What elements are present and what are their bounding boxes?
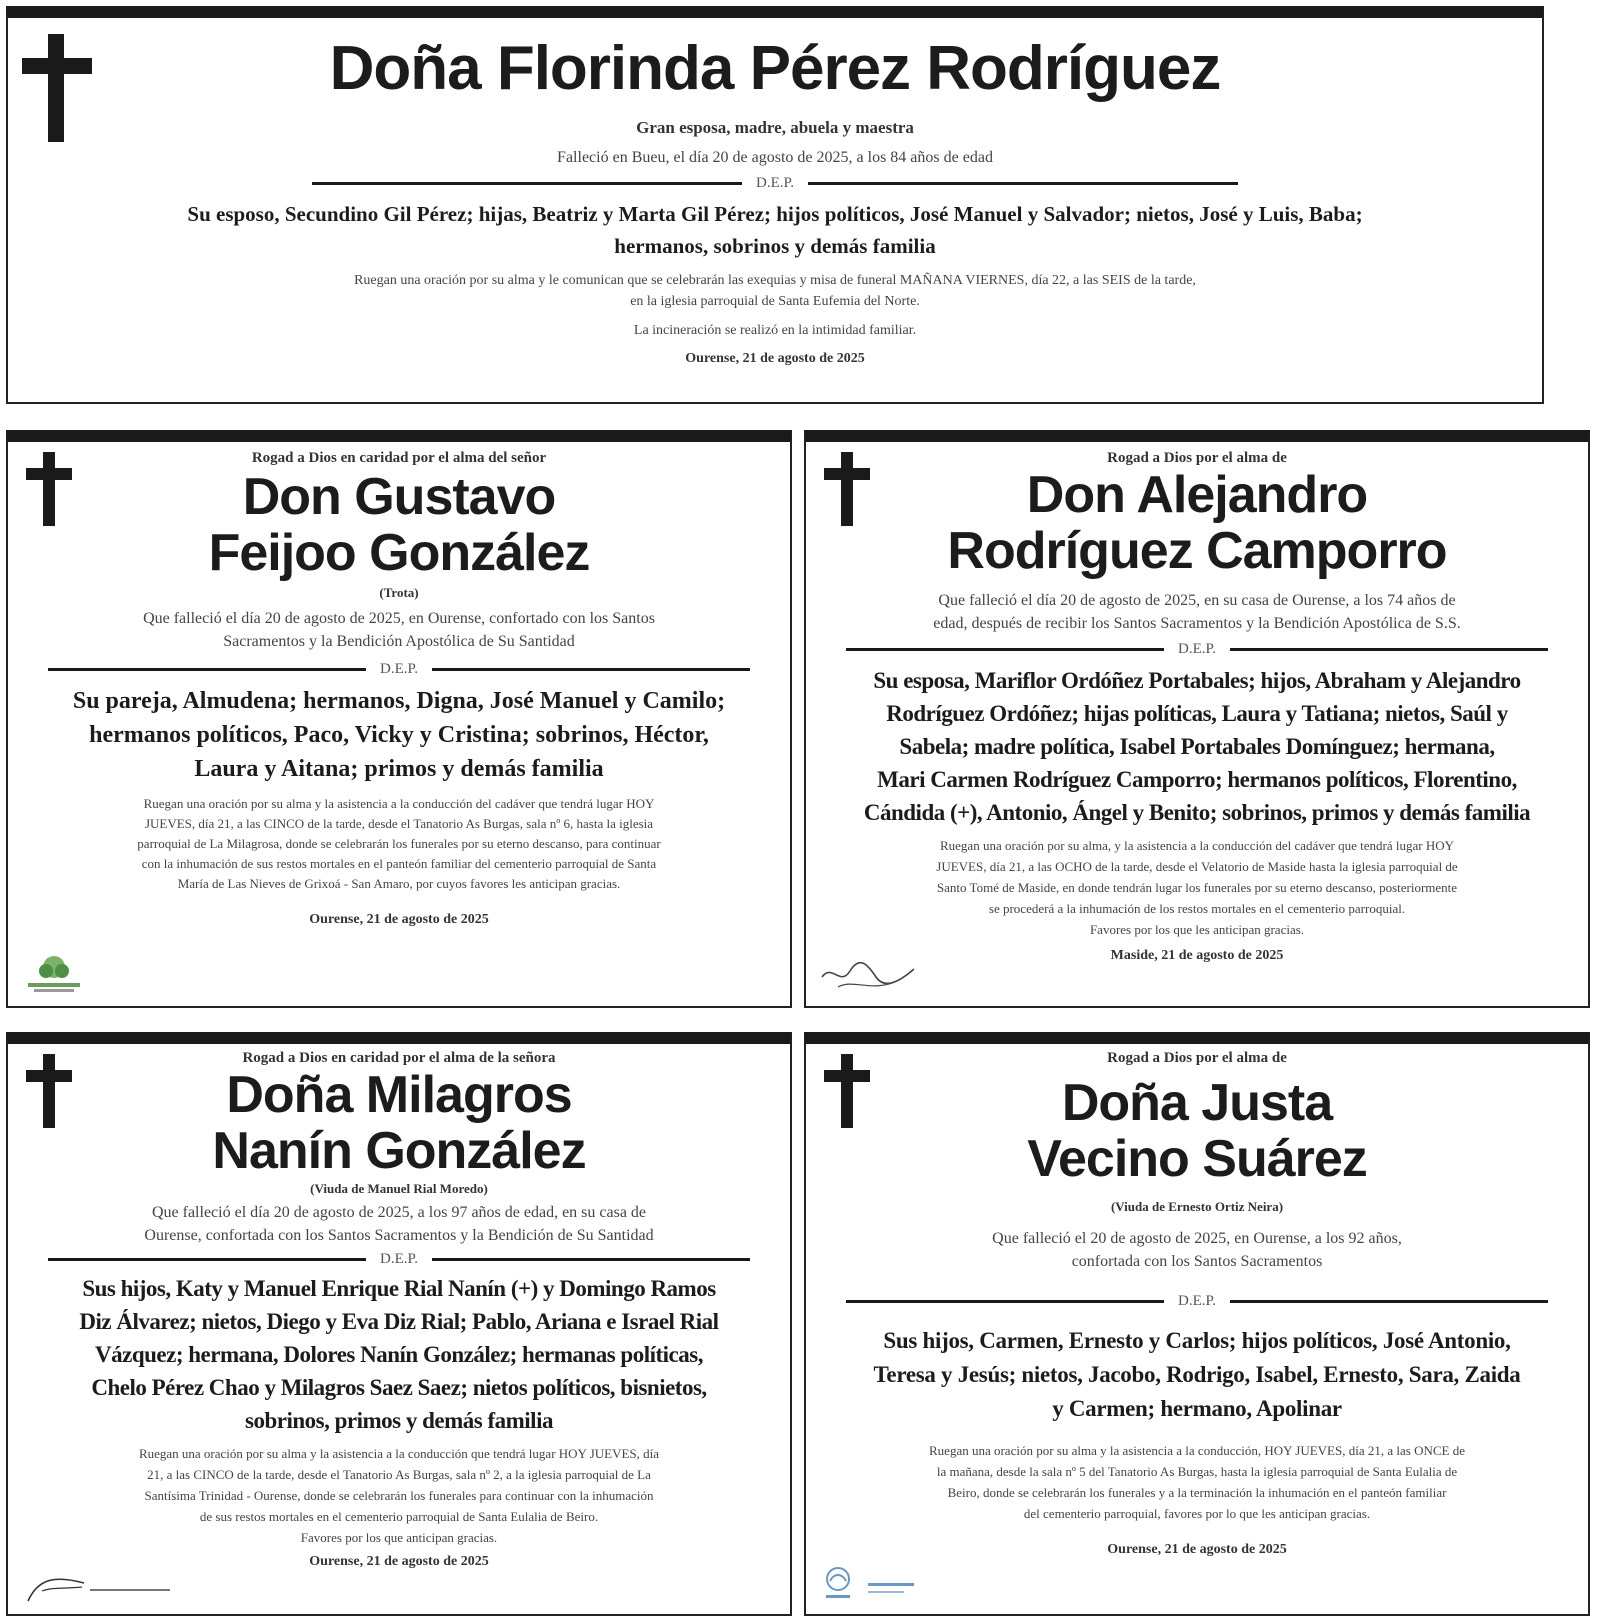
dep-label: D.E.P. [380, 661, 418, 677]
dep-divider [8, 1251, 790, 1268]
dep-divider [806, 1293, 1588, 1310]
obituary-florinda [6, 6, 1544, 404]
obituary-milagros [6, 1032, 792, 1616]
dep-label: D.E.P. [1178, 1293, 1216, 1309]
dep-divider [8, 661, 790, 678]
subtitle: Gran esposa, madre, abuela y maestra [636, 118, 914, 137]
dep-label: D.E.P. [380, 1251, 418, 1267]
death-info: Que falleció el día 20 de agosto de 2025, en su casa de Ourense, a los 74 años de edad, después de recibir los Santos Sacramentos y la Bendición Apostólica de S.S. [933, 592, 1461, 632]
dep-divider [806, 641, 1588, 658]
deceased-name: Doña Florinda Pérez Rodríguez [329, 34, 1221, 103]
death-info: Que falleció el día 20 de agosto de 2025, en Ourense, confortado con los Santos Sacramentos y la Bendición Apostólica de Su Santidad [143, 610, 655, 650]
widow-of: (Viuda de Manuel Rial Moredo) [310, 1181, 488, 1196]
pre-title: Rogad a Dios en caridad por el alma del señor [251, 450, 547, 466]
ceremony-info: Ruegan una oración por su alma y la asistencia a la conducción del cadáver que tendrá lugar HOY JUEVES, día 21, a las CINCO de la tarde, desde el Tanatorio As Burgas, sala nº 6, hasta la iglesia parroquial de La Milagrosa, donde se celebrarán los funerales por su eterno descanso, para continuar con la inhumación de sus restos mortales en el panteón familiar del cementerio parroquial de Santa María de Las Nieves de Grixoá - San Amaro, por cuyos favores les anticipan gracias. [137, 796, 661, 891]
death-info: Que falleció el 20 de agosto de 2025, en Ourense, a los 92 años, confortada con los Santos Sacramentos [992, 1230, 1402, 1270]
signature: Ourense, 21 de agosto de 2025 [309, 1554, 489, 1569]
pre-title: Rogad a Dios por el alma de [1107, 1050, 1287, 1066]
death-info: Falleció en Bueu, el día 20 de agosto de 2025, a los 84 años de edad [557, 149, 993, 166]
death-info: Que falleció el día 20 de agosto de 2025, a los 97 años de edad, en su casa de Ourense, confortada con los Santos Sacramentos y la Bendición de Su Santidad [144, 1204, 654, 1244]
signature: Ourense, 21 de agosto de 2025 [1107, 1542, 1287, 1557]
signature: Ourense, 21 de agosto de 2025 [685, 351, 865, 366]
family-list: Su pareja, Almudena; hermanos, Digna, José Manuel y Camilo; hermanos políticos, Paco, Vicky y Cristina; sobrinos, Héctor, Laura y Aitana; primos y demás familia [72, 688, 726, 782]
family-list: Sus hijos, Carmen, Ernesto y Carlos; hijos políticos, José Antonio, Teresa y Jesús; nietos, Jacobo, Rodrigo, Isabel, Ernesto, Sara, Zaida y Carmen; hermano, Apolinar [873, 1328, 1521, 1421]
signature: Maside, 21 de agosto de 2025 [1110, 948, 1284, 963]
obituary-justa [804, 1032, 1590, 1616]
deceased-name: Don Alejandro Rodríguez Camporro [947, 466, 1447, 580]
deceased-name: Doña Milagros Nanín González [212, 1066, 586, 1180]
dep-label: D.E.P. [1178, 641, 1216, 657]
dep-divider [8, 175, 1542, 192]
family-list: Sus hijos, Katy y Manuel Enrique Rial Nanín (+) y Domingo Ramos Diz Álvarez; nietos, Diego y Eva Diz Rial; Pablo, Ariana e Israel Rial Vázquez; hermana, Dolores Nanín González; hermanas políticas, Chelo Pérez Chao y Milagros Saez Saez; nietos políticos, bisnietos, sobrinos, primos y demás familia [79, 1276, 719, 1433]
obituary-alejandro [804, 430, 1590, 1008]
signature: Ourense, 21 de agosto de 2025 [309, 912, 489, 927]
cremation-note: La incineración se realizó en la intimidad familiar. [633, 323, 917, 338]
ceremony-info: Ruegan una oración por su alma y la asistencia a la conducción que tendrá lugar HOY JUEVES, día 21, a las CINCO de la tarde, desde el Tanatorio As Burgas, sala nº 2, a la iglesia parroquial de La Santísima Trinidad - Ourense, donde se celebrarán los funerales para continuar con la inhumación de sus restos mortales en el cementerio parroquial de Santa Eulalia de Beiro. Favores por los que anticipan gracias. [138, 1446, 660, 1545]
pre-title: Rogad a Dios por el alma de [1107, 450, 1287, 466]
deceased-name: Doña Justa Vecino Suárez [1027, 1074, 1367, 1188]
nickname: (Trota) [379, 585, 419, 600]
funeral-home-logo [24, 1571, 174, 1608]
deceased-name: Don Gustavo Feijoo González [208, 468, 590, 582]
ceremony-info: Ruegan una oración por su alma, y la asistencia a la conducción del cadáver que tendrá lugar HOY JUEVES, día 21, a las OCHO de la tarde, desde el Velatorio de Maside hasta la iglesia parroquial de Santo Tomé de Maside, en donde tendrán lugar los funerales por su eterno descanso, posteriormente se procederá a la inhumación de los restos mortales en el cementerio parroquial. Favores por los que les anticipan gracias. [936, 838, 1458, 937]
widow-of: (Viuda de Ernesto Ortiz Neira) [1110, 1199, 1284, 1214]
obituary-gustavo [6, 430, 792, 1008]
ceremony-info: Ruegan una oración por su alma y le comunican que se celebrarán las exequias y misa de funeral MAÑANA VIERNES, día 22, a las SEIS de la tarde, en la iglesia parroquial de Santa Eufemia del Norte. [354, 273, 1196, 309]
funeral-home-logo [818, 957, 918, 996]
dep-label: D.E.P. [756, 175, 794, 191]
pre-title: Rogad a Dios en caridad por el alma de la señora [242, 1050, 556, 1066]
family-list: Su esposo, Secundino Gil Pérez; hijas, Beatriz y Marta Gil Pérez; hijos políticos, José Manuel y Salvador; nietos, José y Luis, Baba; hermanos, sobrinos y demás familia [187, 202, 1363, 258]
ceremony-info: Ruegan una oración por su alma y la asistencia a la conducción, HOY JUEVES, día 21, a las ONCE de la mañana, desde la sala nº 5 del Tanatorio As Burgas, hasta la iglesia parroquial de Santa Eulalia de Beiro, donde se celebrarán los funerales y a la terminación la inhumación en el panteón familiar del cementerio parroquial, favores por lo que les anticipan gracias. [929, 1443, 1465, 1521]
funeral-home-logo [24, 953, 84, 998]
family-list: Su esposa, Mariflor Ordóñez Portabales; hijos, Abraham y Alejandro Rodríguez Ordóñez; hijas políticas, Laura y Tatiana; nietos, Saúl y Sabela; madre política, Isabel Portabales Domínguez; hermana, Mari Carmen Rodríguez Camporro; hermanos políticos, Florentino, Cándida (+), Antonio, Ángel y Benito; sobrinos, primos y demás familia [863, 668, 1531, 825]
funeral-home-logo [820, 1565, 930, 1608]
